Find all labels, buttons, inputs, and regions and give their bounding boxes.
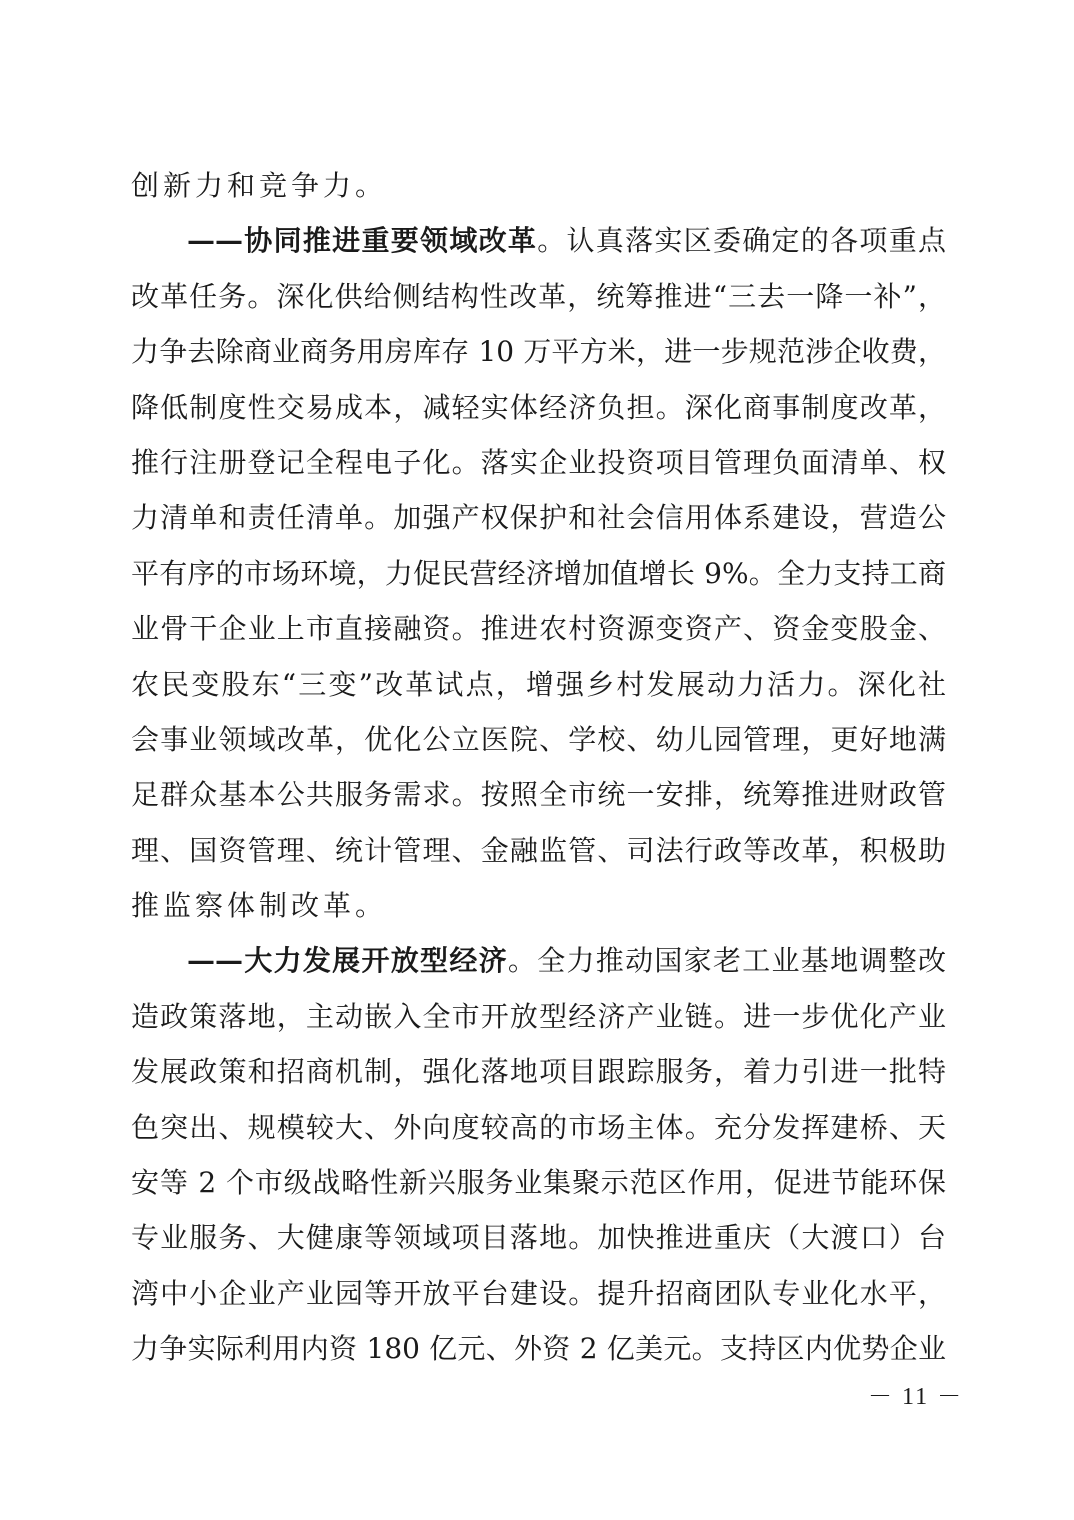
text-line: 推行注册登记全程电子化。落实企业投资项目管理负面清单、权 <box>131 445 946 479</box>
text-line: 足群众基本公共服务需求。按照全市统一安排，统筹推进财政管 <box>131 778 946 812</box>
text-line: 会事业领域改革，优化公立医院、学校、幼儿园管理，更好地满 <box>131 722 946 756</box>
body-text <box>131 158 946 1377</box>
section-heading: ——大力发展开放型经济 <box>187 944 508 978</box>
text-fragment: 。认真落实区委确定的各项重点 <box>537 224 946 258</box>
text-line: 专业服务、大健康等领域项目落地。加快推进重庆（大渡口）台 <box>131 1221 946 1255</box>
text-line: 创新力和竞争力。 <box>131 169 388 202</box>
text-line: 平有序的市场环境，力促民营经济增加值增长 9%。全力支持工商 <box>131 556 946 590</box>
text-line: 改革任务。深化供给侧结构性改革，统筹推进“三去一降一补”， <box>131 279 946 313</box>
text-line: 力争去除商业商务用房库存 10 万平方米，进一步规范涉企收费， <box>131 335 946 369</box>
section-heading: ——协同推进重要领域改革 <box>187 224 538 258</box>
text-line <box>131 933 946 988</box>
text-line: 业骨干企业上市直接融资。推进农村资源变资产、资金变股金、 <box>131 612 946 646</box>
text-line: 造政策落地，主动嵌入全市开放型经济产业链。进一步优化产业 <box>131 999 946 1033</box>
text-line: 推监察体制改革。 <box>131 889 388 923</box>
text-line: 湾中小企业产业园等开放平台建设。提升招商团队专业化水平， <box>131 1276 946 1310</box>
text-line: 力争实际利用内资 180 亿元、外资 2 亿美元。支持区内优势企业 <box>131 1332 946 1366</box>
text-line: 发展政策和招商机制，强化落地项目跟踪服务，着力引进一批特 <box>131 1055 946 1089</box>
text-line: 理、国资管理、统计管理、金融监管、司法行政等改革，积极助 <box>131 833 946 867</box>
text-line: 色突出、规模较大、外向度较高的市场主体。充分发挥建桥、天 <box>131 1110 946 1144</box>
text-fragment: 。全力推动国家老工业基地调整改 <box>507 944 946 978</box>
text-line <box>131 213 946 268</box>
text-line: 降低制度性交易成本，减轻实体经济负担。深化商事制度改革， <box>131 390 946 424</box>
text-line: 力清单和责任清单。加强产权保护和社会信用体系建设，营造公 <box>131 501 946 535</box>
text-line: 安等 2 个市级战略性新兴服务业集聚示范区作用，促进节能环保 <box>131 1166 946 1200</box>
text-line: 农民变股东“三变”改革试点，增强乡村发展动力活力。深化社 <box>131 667 946 701</box>
page-number: － 11 － <box>868 1384 964 1410</box>
